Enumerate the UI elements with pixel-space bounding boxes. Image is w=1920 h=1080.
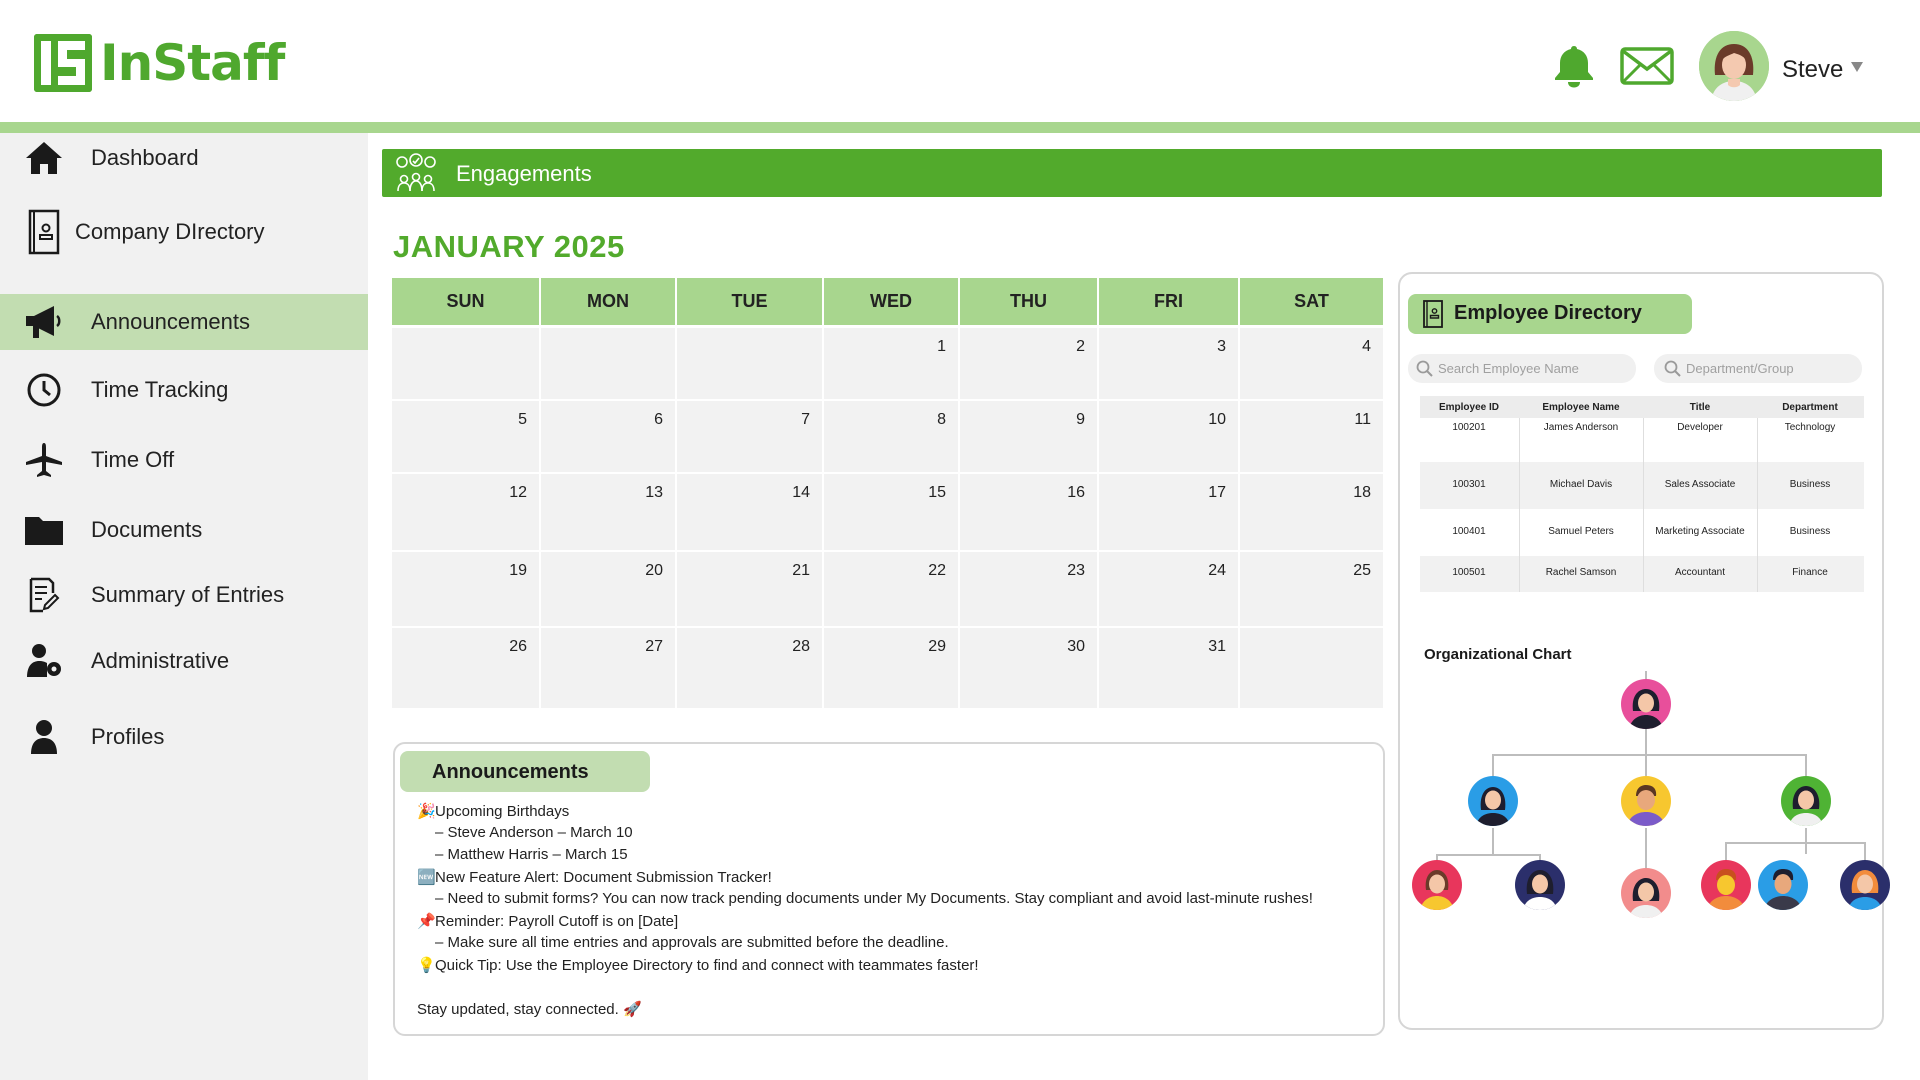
org-node-manager-1[interactable] [1468,776,1518,826]
sidebar-item-label: Profiles [91,724,165,749]
table-column-divider [1643,418,1644,462]
table-column-divider [1519,509,1520,556]
calendar-day-header: THU [960,278,1097,325]
announcement-text: Quick Tip: Use the Employee Directory to find and connect with teammates faster! [435,957,979,974]
calendar-day-cell[interactable] [1099,474,1238,550]
announcement-text: – Steve Anderson – March 10 [435,824,633,841]
announcement-line [417,868,772,886]
employee-directory-tab[interactable] [1408,294,1692,334]
search-placeholder: Search Employee Name [1438,361,1579,376]
calendar-day-cell[interactable] [541,628,675,708]
calendar-day-cell[interactable] [392,474,539,550]
calendar-day-cell[interactable] [392,628,539,708]
banner-title: Engagements [456,161,592,186]
chevron-down-icon[interactable] [1851,62,1863,72]
table-column-divider [1757,556,1758,592]
table-row[interactable] [1420,509,1864,556]
calendar-day-number: 12 [509,484,527,501]
calendar-day-number: 13 [645,484,663,501]
sidebar-item-label: Summary of Entries [91,582,285,607]
sidebar-item-label: Time Tracking [91,377,229,402]
calendar-day-number: 31 [1208,638,1226,655]
bell-icon[interactable] [1553,44,1595,93]
calendar-day-cell[interactable] [960,552,1097,626]
calendar-day-cell[interactable] [960,628,1097,708]
calendar-day-header: SUN [392,278,539,325]
table-header-row [1420,396,1864,418]
table-header-cell: Employee ID [1438,402,1500,413]
calendar-day-cell[interactable] [541,328,675,399]
sidebar-item-time-tracking[interactable] [0,362,368,418]
announcement-line [417,802,569,820]
announcement-line [417,912,678,930]
calendar-day-cell[interactable] [392,401,539,472]
logo-text: InStaff [100,34,285,92]
table-row[interactable] [1420,462,1864,509]
folder-icon [24,510,64,550]
calendar-day-cell[interactable] [1240,328,1383,399]
announcement-emoji: 🆕 [417,869,436,886]
table-row[interactable] [1420,556,1864,592]
table-cell: Samuel Peters [1548,526,1614,537]
table-cell: 100401 [1452,526,1486,537]
announcements-tab[interactable] [400,751,650,792]
calendar-day-cell[interactable] [824,474,958,550]
table-column-divider [1643,509,1644,556]
home-icon [24,138,64,178]
calendar-day-cell[interactable] [824,401,958,472]
employee-directory-title: Employee Directory [1454,302,1642,324]
user-name[interactable]: Steve [1782,56,1844,83]
sidebar-item-dashboard[interactable] [0,130,368,186]
calendar-day-number: 16 [1067,484,1085,501]
calendar-day-cell[interactable] [960,474,1097,550]
sidebar [0,133,368,1080]
sidebar-item-time-off[interactable] [0,432,368,488]
calendar-day-cell[interactable] [824,552,958,626]
calendar-day-cell[interactable] [1099,628,1238,708]
announcement-text: Upcoming Birthdays [435,803,570,820]
calendar-day-cell[interactable] [960,328,1097,399]
sidebar-item-company-directory[interactable] [0,204,368,260]
announcement-text: – Matthew Harris – March 15 [435,846,628,863]
user-avatar[interactable] [1699,31,1769,101]
department-search-input[interactable] [1654,354,1862,383]
org-node-ceo[interactable] [1621,679,1671,729]
table-column-divider [1757,509,1758,556]
calendar-day-number: 18 [1353,484,1371,501]
megaphone-icon [24,302,64,342]
sidebar-item-announcements[interactable] [0,294,368,350]
sidebar-item-label: Administrative [91,648,230,673]
calendar-day-number: 28 [792,638,810,655]
table-cell: 100501 [1452,567,1486,578]
sidebar-item-label: Announcements [91,309,250,334]
calendar-day-number: 27 [645,638,663,655]
org-node-staff-4[interactable] [1701,860,1751,910]
table-cell: Technology [1784,422,1836,433]
announcements-title: Announcements [432,761,589,783]
sidebar-item-label: Company DIrectory [75,219,265,244]
calendar-day-cell[interactable] [392,328,539,399]
contact-book-icon [24,212,64,252]
calendar-day-number: 30 [1067,638,1085,655]
sidebar-item-administrative[interactable] [0,633,368,689]
sidebar-item-documents[interactable] [0,502,368,558]
contact-book-icon [1422,300,1444,333]
airplane-icon [24,440,64,480]
table-header-cell: Title [1689,402,1711,413]
team-engagement-icon [392,153,440,200]
calendar-day-cell[interactable] [1240,474,1383,550]
announcements-panel [393,742,1385,1036]
table-cell: Finance [1792,567,1828,578]
calendar-day-number: 1 [937,338,946,355]
table-cell: Sales Associate [1664,479,1736,490]
calendar-day-number: 15 [928,484,946,501]
calendar-day-cell[interactable] [1099,401,1238,472]
calendar-day-number: 7 [801,411,810,428]
calendar-day-number: 4 [1362,338,1371,355]
table-column-divider [1757,462,1758,509]
calendar-day-number: 20 [645,562,663,579]
app-header [0,0,1920,122]
calendar-day-number: 9 [1076,411,1085,428]
calendar-day-cell[interactable] [1240,552,1383,626]
calendar-day-number: 22 [928,562,946,579]
table-cell: Accountant [1674,567,1726,578]
calendar-day-cell[interactable] [677,552,822,626]
announcement-line [435,846,628,863]
calendar-day-cell[interactable] [677,328,822,399]
calendar-day-number: 24 [1208,562,1226,579]
user-gear-icon [24,641,64,681]
table-cell: James Anderson [1543,422,1619,433]
logo-mark-icon [34,34,92,92]
table-column-divider [1519,418,1520,462]
sidebar-item-label: Documents [91,517,203,542]
calendar-day-cell[interactable] [541,552,675,626]
table-cell: 100201 [1452,422,1486,433]
calendar-day-cell[interactable] [541,474,675,550]
announcement-emoji: 📌 [417,913,436,930]
announcements-footer: Stay updated, stay connected. 🚀 [417,1001,642,1018]
calendar-day-number: 10 [1208,411,1226,428]
org-node-staff-1[interactable] [1412,860,1462,910]
calendar-day-number: 2 [1076,338,1085,355]
table-cell: Michael Davis [1549,479,1613,490]
clock-icon [24,370,64,410]
calendar-day-number: 8 [937,411,946,428]
calendar-day-cell[interactable] [677,401,822,472]
document-edit-icon [24,575,64,615]
search-icon [1664,360,1682,383]
calendar-day-number: 29 [928,638,946,655]
announcement-line [435,934,949,951]
department-placeholder: Department/Group [1686,361,1794,376]
org-chart-title: Organizational Chart [1424,646,1572,663]
sidebar-item-label: Time Off [91,447,175,472]
org-node-staff-2[interactable] [1515,860,1565,910]
calendar-day-number: 11 [1354,411,1371,428]
announcement-emoji: 💡 [417,957,436,974]
search-icon [1416,360,1434,383]
table-column-divider [1757,418,1758,462]
instaff-logo[interactable] [34,34,284,92]
sidebar-item-profiles[interactable] [0,709,368,765]
org-node-manager-2[interactable] [1621,776,1671,826]
org-node-staff-6[interactable] [1840,860,1890,910]
table-column-divider [1643,556,1644,592]
calendar-day-number: 23 [1067,562,1085,579]
calendar-day-cell[interactable] [960,401,1097,472]
calendar-day-number: 25 [1353,562,1371,579]
engagements-banner [382,149,1882,197]
table-cell: Rachel Samson [1545,567,1617,578]
calendar-day-number: 19 [509,562,527,579]
calendar-day-cell[interactable] [1099,552,1238,626]
announcement-text: – Make sure all time entries and approvals are submitted before the deadline. [435,934,949,951]
calendar-day-header: FRI [1099,278,1238,325]
calendar-day-cell[interactable] [541,401,675,472]
announcement-emoji: 🎉 [417,803,436,820]
table-row[interactable] [1420,418,1864,462]
calendar-day-number: 6 [654,411,663,428]
org-node-staff-5[interactable] [1758,860,1808,910]
table-header-cell: Department [1782,402,1838,413]
mail-icon[interactable] [1620,47,1674,90]
org-node-staff-3[interactable] [1621,868,1671,918]
calendar-day-cell[interactable] [824,328,958,399]
calendar-day-number: 3 [1217,338,1226,355]
calendar-day-cell[interactable] [392,552,539,626]
announcement-text: – Need to submit forms? You can now track pending documents under My Documents. Stay compliant and avoid last-minute rushes! [435,890,1313,907]
calendar-day-number: 17 [1208,484,1226,501]
employee-directory-panel [1398,272,1884,1030]
table-cell: Business [1789,479,1831,490]
calendar-day-cell[interactable] [1240,628,1383,708]
calendar-day-number: 21 [792,562,810,579]
table-cell: Marketing Associate [1655,526,1745,537]
announcement-text: Reminder: Payroll Cutoff is on [Date] [435,913,679,930]
table-column-divider [1643,462,1644,509]
calendar-day-header: SAT [1240,278,1383,325]
table-column-divider [1519,462,1520,509]
calendar-day-header: MON [541,278,675,325]
calendar-day-cell[interactable] [1099,328,1238,399]
calendar-day-cell[interactable] [824,628,958,708]
calendar-day-number: 26 [509,638,527,655]
calendar-day-header: WED [824,278,958,325]
calendar-day-number: 5 [518,411,527,428]
table-cell: 100301 [1452,479,1486,490]
sidebar-item-label: Dashboard [91,145,199,170]
announcement-text: New Feature Alert: Document Submission Tracker! [435,869,772,886]
user-icon [24,717,64,757]
announcement-line [435,890,1313,907]
table-cell: Business [1789,526,1831,537]
employee-search-input[interactable] [1408,354,1636,383]
announcement-line [417,956,979,974]
sidebar-item-summary-of-entries[interactable] [0,567,368,623]
calendar-day-cell[interactable] [677,628,822,708]
table-column-divider [1519,556,1520,592]
calendar-day-number: 14 [792,484,810,501]
calendar-day-header: TUE [677,278,822,325]
calendar-day-cell[interactable] [1240,401,1383,472]
calendar-day-cell[interactable] [677,474,822,550]
calendar-month-title: JANUARY 2025 [393,229,625,264]
table-header-cell: Employee Name [1542,402,1620,413]
org-node-manager-3[interactable] [1781,776,1831,826]
table-cell: Developer [1677,422,1723,433]
announcement-line [435,824,633,841]
